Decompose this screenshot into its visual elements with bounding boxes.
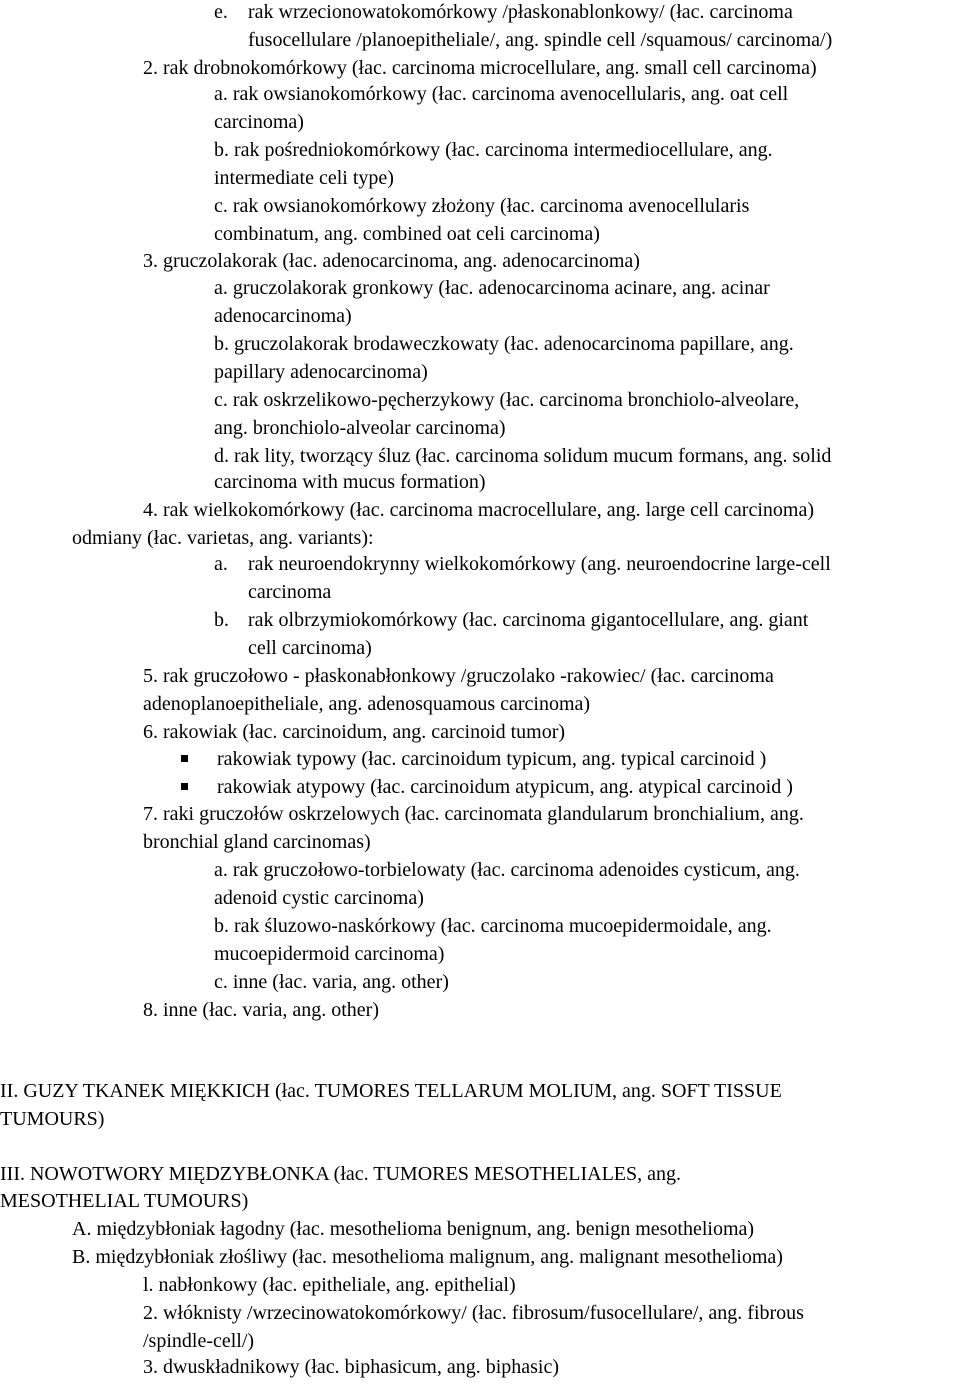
list-item: b. gruczolakorak brodaweczkowaty (łac. adenocarcinoma papillare, ang.	[214, 333, 794, 355]
list-item: papillary adenocarcinoma)	[214, 361, 428, 383]
list-item: A. międzybłoniak łagodny (łac. mesothelioma benignum, ang. benign mesothelioma)	[72, 1218, 755, 1240]
list-item: b. rak pośredniokomórkowy (łac. carcinoma intermediocellulare, ang.	[214, 139, 773, 161]
list-item: adenoid cystic carcinoma)	[214, 887, 424, 909]
list-item	[214, 606, 808, 634]
list-item: 4. rak wielkokomórkowy (łac. carcinoma macrocellulare, ang. large cell carcinoma)	[143, 499, 814, 521]
list-item: ang. bronchiolo-alveolar carcinoma)	[214, 417, 506, 439]
list-item: carcinoma	[248, 581, 332, 603]
list-item: 6. rakowiak (łac. carcinoidum, ang. carcinoid tumor)	[143, 721, 566, 743]
list-item: 5. rak gruczołowo - płaskonabłonkowy /gruczolako -rakowiec/ (łac. carcinoma	[143, 665, 774, 687]
section-heading: III. NOWOTWORY MIĘDZYBŁONKA (łac. TUMORES MESOTHELIALES, ang.	[0, 1163, 682, 1185]
list-item: /spindle-cell/)	[143, 1330, 255, 1352]
bullet-square-icon	[181, 783, 188, 790]
item-text: rak neuroendokrynny wielkokomórkowy (ang. neuroendocrine large-cell	[248, 553, 831, 575]
list-item: carcinoma)	[214, 111, 304, 133]
list-item: adenocarcinoma)	[214, 305, 352, 327]
bullet-square-icon	[181, 755, 188, 762]
list-item: l. nabłonkowy (łac. epitheliale, ang. epithelial)	[143, 1274, 516, 1296]
list-item: intermediate celi type)	[214, 167, 394, 189]
list-item: rakowiak typowy (łac. carcinoidum typicum, ang. typical carcinoid )	[217, 748, 767, 770]
list-item: fusocellulare /planoepitheliale/, ang. spindle cell /squamous/ carcinoma/)	[248, 29, 833, 51]
list-item: bronchial gland carcinomas)	[143, 831, 371, 853]
section-heading: MESOTHELIAL TUMOURS)	[0, 1190, 249, 1212]
list-item: b. rak śluzowo-naskórkowy (łac. carcinoma mucoepidermoidale, ang.	[214, 915, 772, 937]
item-label: e.	[214, 1, 228, 23]
list-item: a. rak owsianokomórkowy (łac. carcinoma avenocellularis, ang. oat cell	[214, 83, 789, 105]
list-item: d. rak lity, tworzący śluz (łac. carcinoma solidum mucum formans, ang. solid	[214, 445, 832, 467]
list-item: 3. dwuskładnikowy (łac. biphasicum, ang. biphasic)	[143, 1356, 560, 1378]
section-heading: TUMOURS)	[0, 1108, 105, 1130]
item-label: b.	[214, 609, 229, 631]
list-item: cell carcinoma)	[248, 637, 372, 659]
list-item: 2. włóknisty /wrzecinowatokomórkowy/ (łac. fibrosum/fusocellulare/, ang. fibrous	[143, 1302, 804, 1324]
item-text: rak olbrzymiokomórkowy (łac. carcinoma gigantocellulare, ang. giant	[248, 609, 809, 631]
list-item: c. rak owsianokomórkowy złożony (łac. carcinoma avenocellularis	[214, 195, 750, 217]
list-item: a. rak gruczołowo-torbielowaty (łac. carcinoma adenoides cysticum, ang.	[214, 859, 800, 881]
list-item: 3. gruczolakorak (łac. adenocarcinoma, ang. adenocarcinoma)	[143, 250, 640, 272]
list-item: c. rak oskrzelikowo-pęcherzykowy (łac. carcinoma bronchiolo-alveolare,	[214, 389, 800, 411]
item-label: a.	[214, 553, 228, 575]
list-item	[214, 0, 793, 26]
list-item: 2. rak drobnokomórkowy (łac. carcinoma microcellulare, ang. small cell carcinoma)	[143, 57, 817, 79]
list-item: rakowiak atypowy (łac. carcinoidum atypicum, ang. atypical carcinoid )	[217, 776, 793, 798]
list-item: 7. raki gruczołów oskrzelowych (łac. carcinomata glandularum bronchialium, ang.	[143, 803, 804, 825]
list-item: combinatum, ang. combined oat celi carcinoma)	[214, 223, 600, 245]
section-heading: II. GUZY TKANEK MIĘKKICH (łac. TUMORES TELLARUM MOLIUM, ang. SOFT TISSUE	[0, 1080, 782, 1102]
list-item: carcinoma with mucus formation)	[214, 471, 486, 493]
list-item: c. inne (łac. varia, ang. other)	[214, 971, 449, 993]
list-item	[214, 550, 831, 578]
list-item: B. międzybłoniak złośliwy (łac. mesothelioma malignum, ang. malignant mesothelioma)	[72, 1246, 783, 1268]
list-item: a. gruczolakorak gronkowy (łac. adenocarcinoma acinare, ang. acinar	[214, 277, 770, 299]
item-text: rak wrzecionowatokomórkowy /płaskonablonkowy/ (łac. carcinoma	[248, 1, 793, 23]
list-item: 8. inne (łac. varia, ang. other)	[143, 999, 380, 1021]
list-item: adenoplanoepitheliale, ang. adenosquamous carcinoma)	[143, 693, 591, 715]
list-item: mucoepidermoid carcinoma)	[214, 943, 445, 965]
list-item: odmiany (łac. varietas, ang. variants):	[72, 527, 374, 549]
